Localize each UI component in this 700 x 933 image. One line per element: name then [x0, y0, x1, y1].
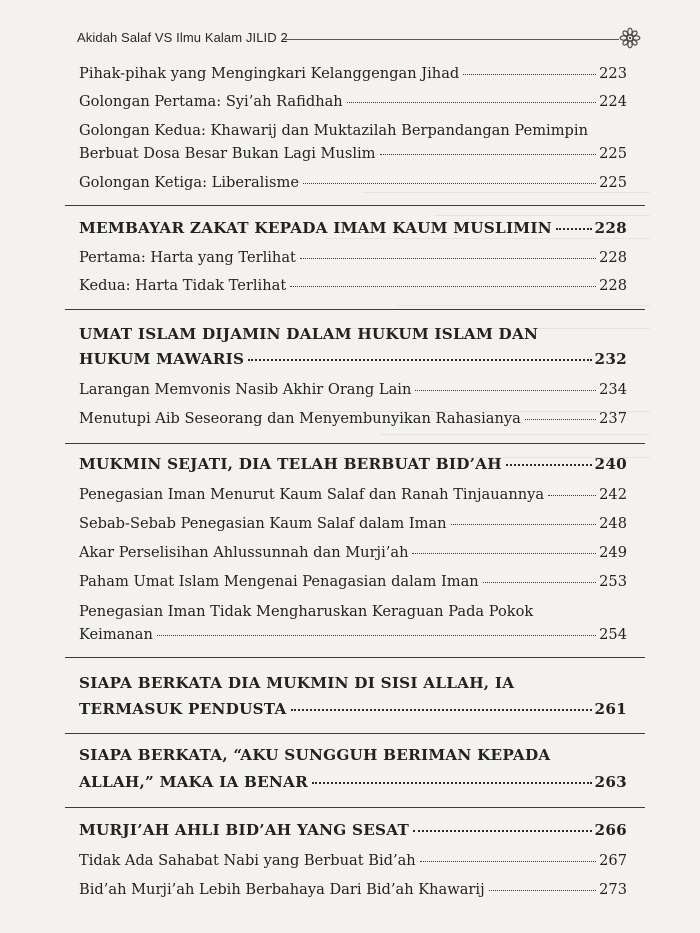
page-number: 273: [599, 881, 627, 898]
dot-leader: [347, 102, 596, 103]
entry-title: Akar Perselisihan Ahlussunnah dan Murji’ah: [79, 544, 409, 561]
page-number: 228: [599, 277, 627, 294]
toc-entry[interactable]: [79, 626, 627, 643]
flower-ornament-icon: [619, 27, 641, 49]
toc-chapter[interactable]: [79, 773, 627, 791]
page-number: 242: [599, 486, 627, 503]
dot-leader: [463, 74, 596, 75]
book-title: Akidah Salaf VS Ilmu Kalam JILID 2: [77, 30, 288, 45]
dot-leader: [248, 359, 591, 361]
toc-chapter[interactable]: [79, 350, 627, 368]
toc-entry[interactable]: [79, 486, 627, 503]
page-number: 248: [599, 515, 627, 532]
entry-title: Tidak Ada Sahabat Nabi yang Berbuat Bid’ah: [79, 852, 416, 869]
dot-leader: [420, 861, 596, 862]
chapter-title: MURJI’AH AHLI BID’AH YANG SESAT: [79, 821, 410, 839]
chapter-title-line1[interactable]: SIAPA BERKATA, “AKU SUNGGUH BERIMAN KEPADA: [79, 746, 551, 764]
page-number: 266: [594, 821, 627, 839]
page-number: 261: [594, 700, 627, 718]
page-number: 234: [599, 381, 627, 398]
section-divider: [65, 657, 645, 658]
dot-leader: [413, 830, 592, 832]
toc-entry[interactable]: [79, 65, 627, 82]
dot-leader: [291, 709, 592, 711]
dot-leader: [415, 390, 596, 391]
page-number: 237: [599, 410, 627, 427]
entry-title: Sebab-Sebab Penegasian Kaum Salaf dalam Iman: [79, 515, 447, 532]
page-number: 253: [599, 573, 627, 590]
page-number: 232: [594, 350, 627, 368]
chapter-title: MEMBAYAR ZAKAT KEPADA IMAM KAUM MUSLIMIN: [79, 219, 552, 237]
page-number: 223: [599, 65, 627, 82]
section-divider: [65, 309, 645, 310]
dot-leader: [157, 635, 596, 636]
toc-chapter[interactable]: [79, 700, 627, 718]
page-number: 263: [594, 773, 627, 791]
dot-leader: [548, 495, 596, 496]
toc-entry[interactable]: [79, 249, 627, 266]
entry-title: Bid’ah Murji’ah Lebih Berbahaya Dari Bid’ah Khawarij: [79, 881, 485, 898]
entry-title: Pihak-pihak yang Mengingkari Kelanggengan Jihad: [79, 65, 460, 82]
toc-entry[interactable]: [79, 852, 627, 869]
entry-title: Keimanan: [79, 626, 153, 643]
dot-leader: [380, 154, 597, 155]
dot-leader: [303, 183, 596, 184]
toc-entry[interactable]: [79, 881, 627, 898]
section-divider: [65, 733, 645, 734]
chapter-title-line1[interactable]: SIAPA BERKATA DIA MUKMIN DI SISI ALLAH, IA: [79, 674, 515, 692]
dot-leader: [412, 553, 596, 554]
entry-title: Menutupi Aib Seseorang dan Menyembunyikan Rahasianya: [79, 410, 521, 427]
toc-entry[interactable]: [79, 515, 627, 532]
entry-title: Pertama: Harta yang Terlihat: [79, 249, 296, 266]
section-divider: [65, 807, 645, 808]
toc-entry[interactable]: [79, 573, 627, 590]
entry-title: Berbuat Dosa Besar Bukan Lagi Muslim: [79, 145, 376, 162]
dot-leader: [300, 258, 596, 259]
entry-title: Paham Umat Islam Mengenai Penagasian dalam Iman: [79, 573, 479, 590]
section-divider: [65, 443, 645, 444]
dot-leader: [451, 524, 597, 525]
dot-leader: [312, 782, 592, 784]
dot-leader: [483, 582, 596, 583]
page-number: 249: [599, 544, 627, 561]
entry-title: Penegasian Iman Menurut Kaum Salaf dan Ranah Tinjauannya: [79, 486, 545, 503]
dot-leader: [556, 228, 592, 230]
toc-entry[interactable]: [79, 381, 627, 398]
toc-entry[interactable]: [79, 93, 627, 110]
dot-leader: [290, 286, 596, 287]
page-number: 225: [599, 145, 627, 162]
dot-leader: [506, 464, 592, 466]
page-number: 267: [599, 852, 627, 869]
chapter-title: TERMASUK PENDUSTA: [79, 700, 287, 718]
entry-title: Kedua: Harta Tidak Terlihat: [79, 277, 287, 294]
page-number: 254: [599, 626, 627, 643]
entry-title-line1[interactable]: Penegasian Iman Tidak Mengharuskan Keraguan Pada Pokok: [79, 603, 534, 620]
entry-title: Golongan Pertama: Syi’ah Rafidhah: [79, 93, 343, 110]
toc-chapter[interactable]: [79, 821, 627, 839]
chapter-title: MUKMIN SEJATI, DIA TELAH BERBUAT BID’AH: [79, 455, 502, 473]
page-number: 228: [599, 249, 627, 266]
toc-entry[interactable]: [79, 544, 627, 561]
section-divider: [65, 205, 645, 206]
toc-entry[interactable]: [79, 145, 627, 162]
dot-leader: [525, 419, 596, 420]
entry-title: Golongan Ketiga: Liberalisme: [79, 174, 299, 191]
page-number: 240: [594, 455, 627, 473]
toc-entry[interactable]: [79, 277, 627, 294]
page-number: 225: [599, 174, 627, 191]
chapter-title: ALLAH,” MAKA IA BENAR: [79, 773, 308, 791]
chapter-title-line1[interactable]: UMAT ISLAM DIJAMIN DALAM HUKUM ISLAM DAN: [79, 325, 539, 343]
toc-entry[interactable]: [79, 174, 627, 191]
toc-entry[interactable]: [79, 410, 627, 427]
toc-chapter[interactable]: [79, 219, 627, 237]
page-number: 224: [599, 93, 627, 110]
running-header: [65, 30, 645, 52]
dot-leader: [489, 890, 597, 891]
header-rule: [282, 39, 619, 40]
toc-chapter[interactable]: [79, 455, 627, 473]
page-number: 228: [594, 219, 627, 237]
entry-title-line1[interactable]: Golongan Kedua: Khawarij dan Muktazilah Berpandangan Pemimpin: [79, 122, 588, 139]
chapter-title: HUKUM MAWARIS: [79, 350, 245, 368]
entry-title: Larangan Memvonis Nasib Akhir Orang Lain: [79, 381, 412, 398]
